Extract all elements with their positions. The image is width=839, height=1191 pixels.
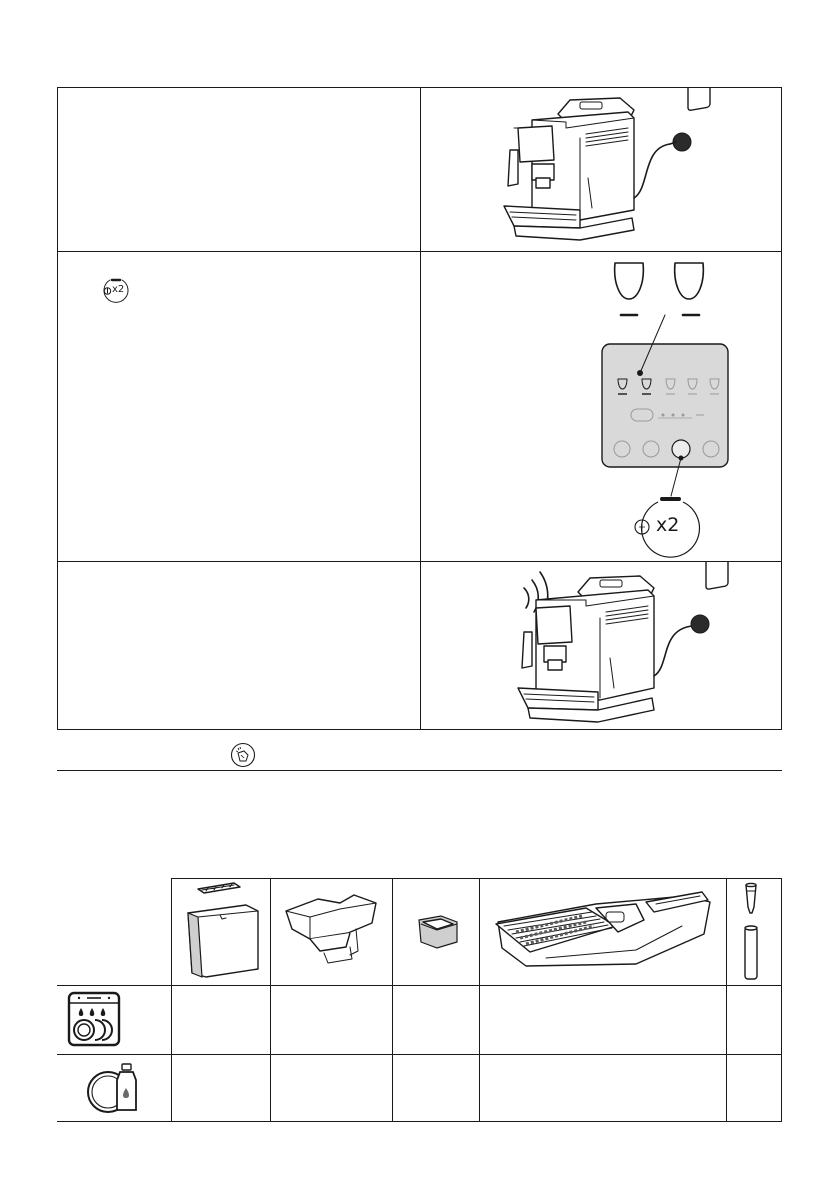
coffee-machine-plugged-icon	[420, 88, 781, 249]
double-cup-icon	[675, 263, 704, 299]
control-panel	[602, 344, 728, 467]
step-2-text-cell	[58, 251, 418, 560]
water-tank-icon	[176, 881, 268, 981]
milk-tubes-icon	[739, 881, 763, 981]
coffee-machine-running-icon	[420, 562, 781, 729]
drip-cup-icon	[411, 912, 465, 954]
hand-wash-icon	[84, 1060, 144, 1116]
step-3-illustration	[420, 562, 781, 729]
step-1-text-cell	[58, 88, 418, 249]
step-3-text-cell	[58, 562, 418, 729]
descale-x2-button-icon	[101, 276, 131, 306]
coffee-grounds-container-icon	[280, 889, 380, 973]
dishwasher-icon	[66, 991, 122, 1047]
step-1-illustration	[420, 88, 781, 249]
descale-x2-button-label: x2	[112, 284, 125, 295]
section-header	[57, 739, 782, 771]
control-panel-diagram	[420, 251, 781, 560]
section-divider	[57, 770, 782, 771]
drip-tray-with-grille-icon	[486, 886, 714, 976]
single-cup-icon	[615, 263, 644, 299]
step-2-illustration	[420, 251, 781, 560]
clean-icon	[230, 742, 256, 768]
panel-callout-label: x2	[656, 514, 680, 536]
